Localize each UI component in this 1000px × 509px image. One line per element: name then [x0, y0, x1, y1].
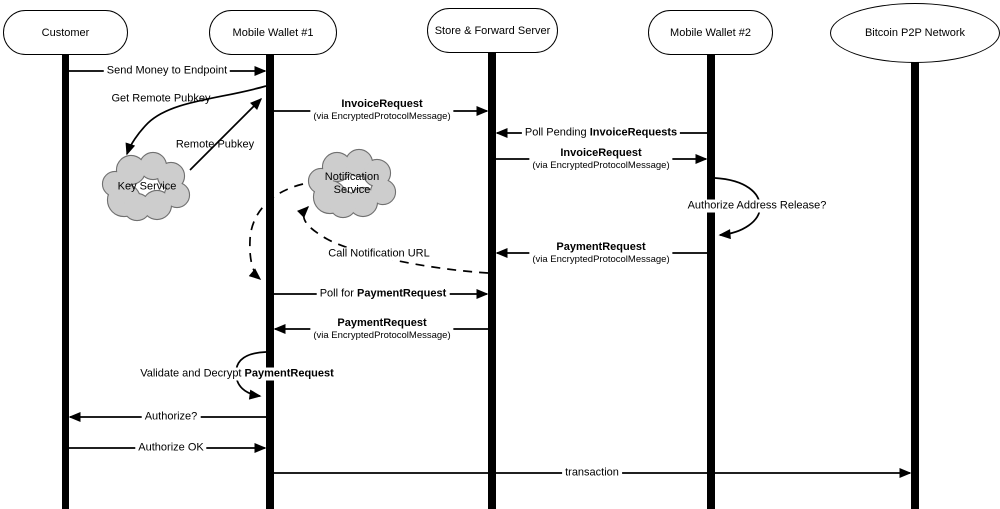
lifeline-wallet1: [266, 54, 274, 509]
message-validate-decrypt: Validate and Decrypt PaymentRequest: [137, 368, 337, 381]
actor-label: Store & Forward Server: [434, 24, 551, 37]
arrow-remote-pubkey: [190, 99, 261, 170]
key-service-label: Key Service: [117, 180, 177, 193]
actor-label: Bitcoin P2P Network: [864, 27, 966, 39]
actor-mobile-wallet-1: [209, 10, 337, 55]
arrow-notify-wallet1: [250, 184, 303, 279]
actor-label: Mobile Wallet #1: [232, 26, 314, 39]
message-payment-request-right: PaymentRequest (via EncryptedProtocolMessage): [529, 241, 672, 265]
message-get-remote-pubkey: Get Remote Pubkey: [111, 92, 211, 105]
message-invoice-request-2: InvoiceRequest (via EncryptedProtocolMessage): [529, 147, 672, 171]
actor-store-forward-server: [427, 8, 558, 53]
message-payment-request-left: PaymentRequest (via EncryptedProtocolMessage): [310, 317, 453, 341]
message-invoice-request-1: InvoiceRequest (via EncryptedProtocolMessage): [310, 98, 453, 122]
actor-label: Customer: [41, 26, 90, 39]
arrow-call-notification-url: [304, 207, 488, 273]
actor-bitcoin-p2p-network: [830, 3, 1000, 63]
lifeline-server: [488, 52, 496, 509]
lifeline-wallet2: [707, 54, 715, 509]
notification-service-label: Notification Service: [324, 171, 380, 196]
lifeline-bitcoin: [911, 62, 919, 509]
message-poll-pending: Poll Pending InvoiceRequests: [522, 127, 680, 140]
lifelines: [62, 52, 919, 509]
actor-customer: [3, 10, 128, 55]
message-authorize: Authorize?: [142, 411, 201, 424]
actor-mobile-wallet-2: [648, 10, 773, 55]
message-send-money: Send Money to Endpoint: [104, 65, 230, 78]
message-call-notification-url: Call Notification URL: [325, 248, 432, 261]
message-authorize-address-release: Authorize Address Release?: [685, 200, 830, 213]
lifeline-customer: [62, 54, 69, 509]
message-remote-pubkey: Remote Pubkey: [175, 138, 255, 151]
message-transaction: transaction: [562, 467, 622, 480]
message-poll-for-payment: Poll for PaymentRequest: [317, 288, 450, 301]
actor-label: Mobile Wallet #2: [670, 26, 751, 39]
message-authorize-ok: Authorize OK: [135, 442, 206, 455]
